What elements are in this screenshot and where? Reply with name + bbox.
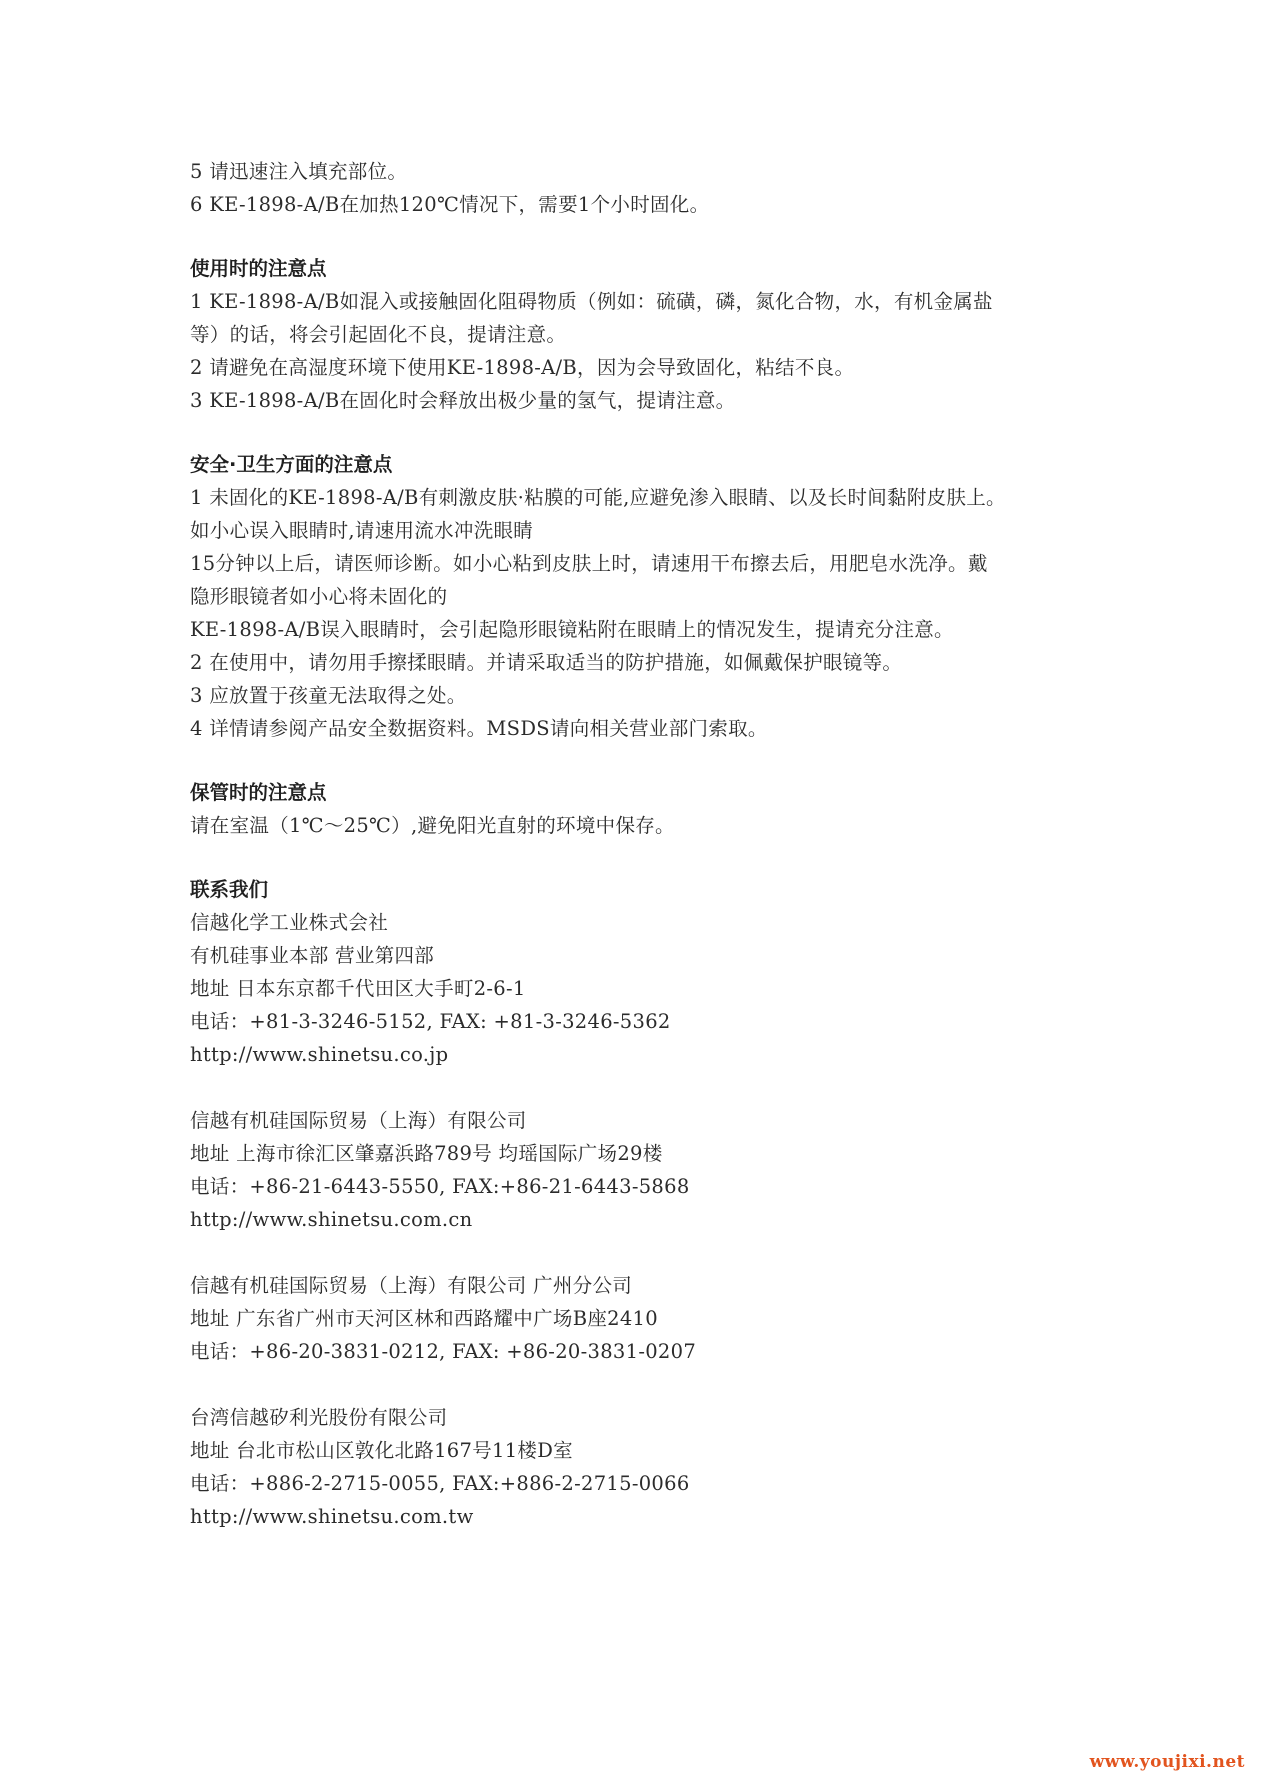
safety-line: 15分钟以上后，请医师诊断。如小心粘到皮肤上时，请速用干布擦去后，用肥皂水洗净。戴: [190, 552, 988, 575]
contact-block-taiwan: [190, 1401, 1090, 1533]
company-name: 信越化学工业株式会社: [190, 911, 389, 934]
contact-block-guangzhou: [190, 1269, 1090, 1368]
intro-line-6: 6 KE-1898-A/B在加热120℃情况下，需要1个小时固化。: [190, 193, 710, 216]
contact-heading: 联系我们: [190, 878, 269, 901]
safety-line: 2 在使用中，请勿用手擦揉眼睛。并请采取适当的防护措施，如佩戴保护眼镜等。: [190, 651, 903, 674]
phone-fax: 电话：+886-2-2715-0055, FAX:+886-2-2715-0066: [190, 1472, 690, 1495]
phone-fax: 电话：+86-21-6443-5550, FAX:+86-21-6443-5868: [190, 1175, 690, 1198]
document-body: [190, 155, 1090, 1533]
website-link: http://www.shinetsu.com.tw: [190, 1505, 474, 1528]
address: 地址 广东省广州市天河区林和西路耀中广场B座2410: [190, 1307, 658, 1330]
address: 地址 日本东京都千代田区大手町2-6-1: [190, 977, 526, 1000]
block-spacer: [190, 1368, 1090, 1401]
safety-line: 如小心误入眼睛时,请速用流水冲洗眼睛: [190, 519, 534, 542]
company-name: 台湾信越矽利光股份有限公司: [190, 1406, 448, 1429]
usage-line: 1 KE-1898-A/B如混入或接触固化阻碍物质（例如：硫磺，磷，氮化合物，水，有机金属盐: [190, 290, 993, 313]
storage-heading: 保管时的注意点: [190, 781, 327, 804]
website-link: http://www.shinetsu.co.jp: [190, 1043, 449, 1066]
safety-line: 隐形眼镜者如小心将未固化的: [190, 585, 448, 608]
department: 有机硅事业本部 营业第四部: [190, 944, 435, 967]
intro-line-5: 5 请迅速注入填充部位。: [190, 160, 408, 183]
block-spacer: [190, 1236, 1090, 1269]
website-link: http://www.shinetsu.com.cn: [190, 1208, 473, 1231]
phone-fax: 电话：+81-3-3246-5152, FAX: +81-3-3246-5362: [190, 1010, 671, 1033]
contact-block-shanghai: [190, 1104, 1090, 1236]
block-spacer: [190, 1071, 1090, 1104]
site-watermark: www.youjixi.net: [1089, 1752, 1245, 1772]
usage-line: 3 KE-1898-A/B在固化时会释放出极少量的氢气，提请注意。: [190, 389, 736, 412]
company-name: 信越有机硅国际贸易（上海）有限公司 广州分公司: [190, 1274, 633, 1297]
usage-heading: 使用时的注意点: [190, 257, 327, 280]
safety-line: KE-1898-A/B误入眼睛时，会引起隐形眼镜粘附在眼睛上的情况发生，提请充分注意。: [190, 618, 954, 641]
safety-line: 4 详情请参阅产品安全数据资料。MSDS请向相关营业部门索取。: [190, 717, 768, 740]
usage-line: 2 请避免在高湿度环境下使用KE-1898-A/B，因为会导致固化，粘结不良。: [190, 356, 855, 379]
safety-section: [190, 448, 1090, 745]
usage-line: 等）的话，将会引起固化不良，提请注意。: [190, 323, 567, 346]
contact-block-japan: [190, 906, 1090, 1071]
intro-section: [190, 155, 1090, 221]
address: 地址 台北市松山区敦化北路167号11楼D室: [190, 1439, 573, 1462]
safety-line: 3 应放置于孩童无法取得之处。: [190, 684, 467, 707]
company-name: 信越有机硅国际贸易（上海）有限公司: [190, 1109, 527, 1132]
safety-heading: 安全·卫生方面的注意点: [190, 453, 393, 476]
phone-fax: 电话：+86-20-3831-0212, FAX: +86-20-3831-0207: [190, 1340, 697, 1363]
usage-section: [190, 252, 1090, 417]
storage-line: 请在室温（1℃～25℃）,避免阳光直射的环境中保存。: [190, 814, 675, 837]
contact-section: [190, 873, 1090, 1533]
safety-line: 1 未固化的KE-1898-A/B有刺激皮肤·粘膜的可能,应避免渗入眼睛、以及长时间黏附皮肤上。: [190, 486, 1006, 509]
storage-section: [190, 776, 1090, 842]
address: 地址 上海市徐汇区肇嘉浜路789号 均瑶国际广场29楼: [190, 1142, 663, 1165]
